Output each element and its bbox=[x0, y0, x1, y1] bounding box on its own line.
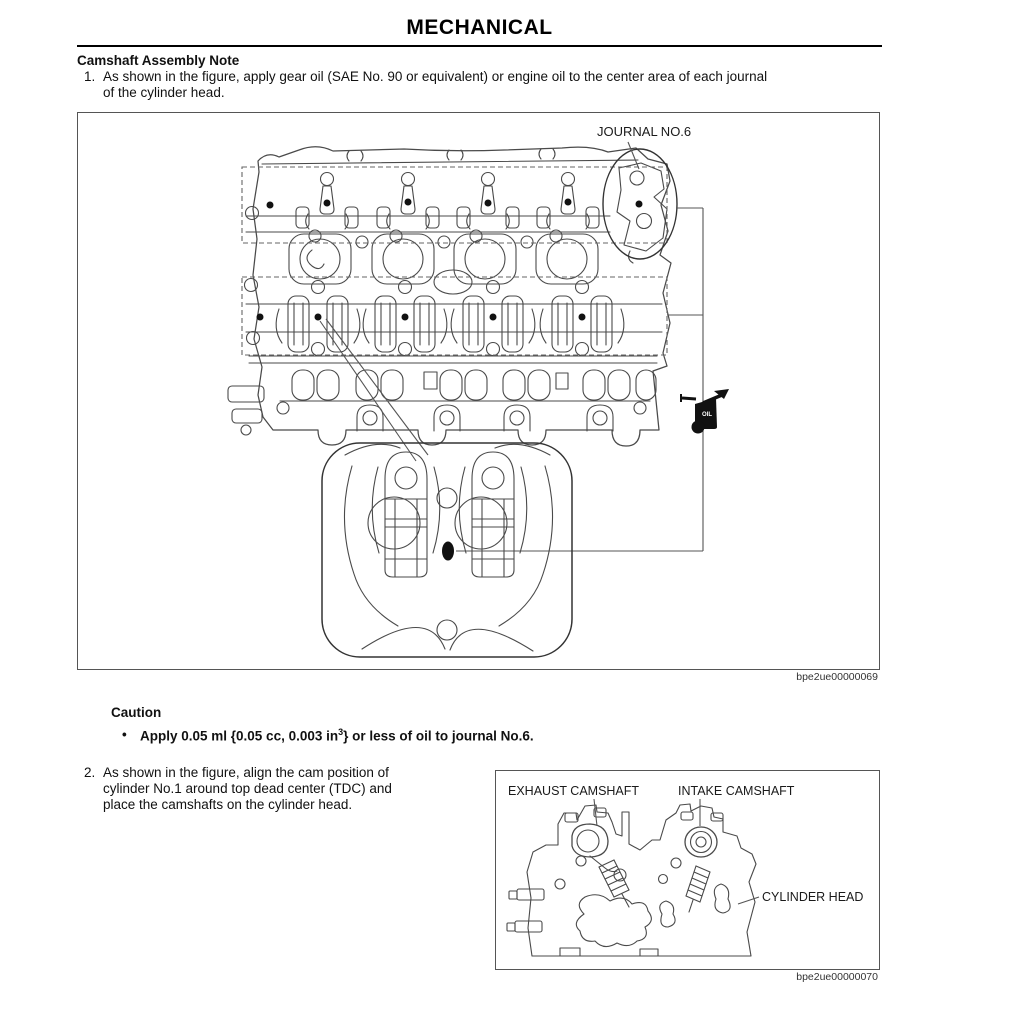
figure-camshaft-position bbox=[495, 770, 880, 970]
casting-details bbox=[555, 869, 730, 947]
figure-1-caption: bpe2ue00000069 bbox=[796, 671, 878, 683]
bullet-glyph: • bbox=[122, 727, 127, 742]
step-1 bbox=[84, 69, 878, 101]
step-2-number: 2. bbox=[84, 765, 96, 780]
cylinder-head-section-diagram bbox=[496, 771, 877, 967]
oil-can-icon bbox=[681, 389, 729, 434]
step-1-line-2: of the cylinder head. bbox=[103, 85, 225, 100]
oil-can-label: OIL bbox=[702, 412, 712, 418]
intake-journal-row-marker bbox=[242, 277, 667, 355]
step-1-line-1: As shown in the figure, apply gear oil (SAE No. 90 or equivalent) or engine oil to the center area of each journal bbox=[103, 69, 768, 84]
journal-6-cap bbox=[617, 163, 667, 263]
step-1-number: 1. bbox=[84, 69, 96, 84]
journal-detail-magnified-view bbox=[320, 319, 572, 657]
caution-text: Apply 0.05 ml {0.05 cc, 0.003 $in^3$} or less of oil to journal No.6. bbox=[140, 727, 534, 744]
step-1-text bbox=[103, 69, 767, 101]
step-2-line-1: As shown in the figure, align the cam position of bbox=[103, 765, 389, 780]
intake-valve-spring bbox=[686, 866, 710, 912]
page-title: MECHANICAL bbox=[406, 16, 553, 39]
caution-bullet bbox=[122, 727, 534, 744]
caution-heading: Caution bbox=[111, 705, 162, 720]
section-heading: Camshaft Assembly Note bbox=[77, 53, 240, 68]
oil-application-points bbox=[257, 199, 643, 321]
cylinder-head-top-view-diagram bbox=[78, 113, 877, 667]
figure-2-caption: bpe2ue00000070 bbox=[796, 971, 878, 983]
journal-6-label: JOURNAL NO.6 bbox=[597, 124, 692, 139]
figure-camshaft-oil-points bbox=[77, 112, 880, 670]
cylinder-head-label-leader bbox=[738, 897, 759, 904]
cylinder-head-label: CYLINDER HEAD bbox=[762, 890, 864, 904]
oil-point-journal-6 bbox=[636, 201, 643, 208]
caution-superscript: 3 bbox=[338, 727, 344, 737]
step-2-text bbox=[103, 765, 392, 813]
intake-camshaft-label: INTAKE CAMSHAFT bbox=[678, 784, 795, 798]
intake-camshaft-drawing bbox=[671, 812, 723, 868]
exhaust-camshaft-label: EXHAUST CAMSHAFT bbox=[508, 784, 640, 798]
title-rule bbox=[77, 45, 882, 47]
step-2 bbox=[84, 765, 484, 813]
step-2-line-2: cylinder No.1 around top dead center (TDC) and bbox=[103, 781, 392, 796]
cylinder-head-outline bbox=[507, 804, 756, 956]
oil-point-magnified bbox=[442, 542, 454, 561]
step-2-line-3: place the camshafts on the cylinder head. bbox=[103, 797, 353, 812]
